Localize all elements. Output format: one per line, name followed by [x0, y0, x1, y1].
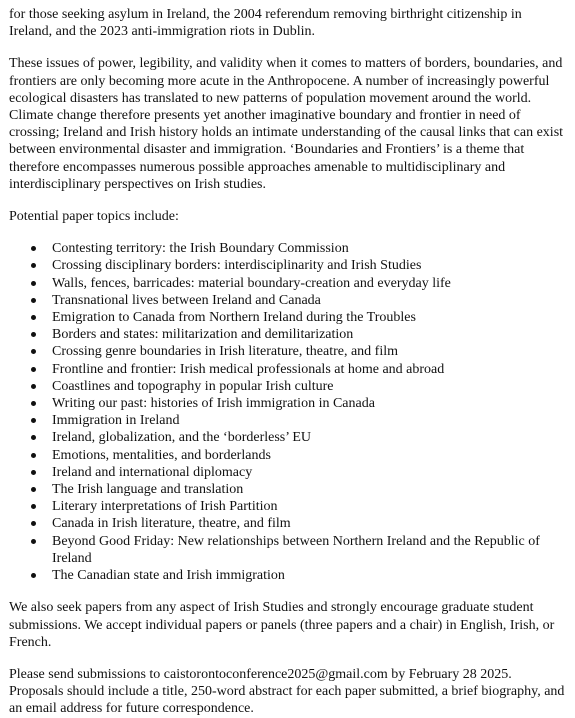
list-item: Ireland, globalization, and the ‘borderless’ EU — [52, 429, 567, 446]
anthropocene-paragraph: These issues of power, legibility, and validity when it comes to matters of borders, boundaries, and frontiers are only becoming more acute in the Anthropocene. A number of increasingly powerful ecological disasters has translated to new patterns of population movement around the world. Climate change therefore presents yet another imaginative boundary and frontier in need of crossing; Ireland and Irish history holds an intimate understanding of the causal links that can exist between environmental disaster and immigration. ‘Boundaries and Frontiers’ is a theme that therefore encompasses numerous possible approaches amenable to multidisciplinary and interdisciplinary perspectives on Irish studies. — [9, 56, 564, 192]
list-item: Frontline and frontier: Irish medical professionals at home and abroad — [52, 361, 567, 378]
list-item: The Canadian state and Irish immigration — [52, 567, 567, 584]
list-item: The Irish language and translation — [52, 481, 567, 498]
submission-instructions-paragraph: Please send submissions to caistorontoconference2025@gmail.com by February 28 2025. Proposals should include a title, 250-word abstract for each paper submitted, a brief biography, and an email address for future correspondence. — [9, 666, 565, 717]
list-item: Transnational lives between Ireland and Canada — [52, 292, 567, 309]
topics-list — [9, 240, 567, 584]
list-item: Walls, fences, barricades: material boundary-creation and everyday life — [52, 275, 567, 292]
graduate-submissions-paragraph: We also seek papers from any aspect of Irish Studies and strongly encourage graduate student submissions. We accept individual papers or panels (three papers and a chair) in English, Irish, or French. — [9, 600, 555, 650]
list-item: Crossing disciplinary borders: interdisciplinarity and Irish Studies — [52, 257, 567, 274]
list-item: Contesting territory: the Irish Boundary Commission — [52, 240, 567, 257]
topics-intro-paragraph: Potential paper topics include: — [9, 209, 179, 225]
list-item: Emotions, mentalities, and borderlands — [52, 447, 567, 464]
list-item: Coastlines and topography in popular Irish culture — [52, 378, 567, 395]
list-item: Borders and states: militarization and demilitarization — [52, 326, 567, 343]
intro-continuation-paragraph: for those seeking asylum in Ireland, the 2004 referendum removing birthright citizenship in Ireland, and the 2023 anti-immigration riots in Dublin. — [9, 7, 522, 40]
list-item: Beyond Good Friday: New relationships between Northern Ireland and the Republic of Ireland — [52, 533, 567, 567]
list-item: Immigration in Ireland — [52, 412, 567, 429]
list-item: Writing our past: histories of Irish immigration in Canada — [52, 395, 567, 412]
list-item: Emigration to Canada from Northern Ireland during the Troubles — [52, 309, 567, 326]
list-item: Canada in Irish literature, theatre, and film — [52, 515, 567, 532]
list-item: Literary interpretations of Irish Partition — [52, 498, 567, 515]
list-item: Ireland and international diplomacy — [52, 464, 567, 481]
list-item: Crossing genre boundaries in Irish literature, theatre, and film — [52, 343, 567, 360]
